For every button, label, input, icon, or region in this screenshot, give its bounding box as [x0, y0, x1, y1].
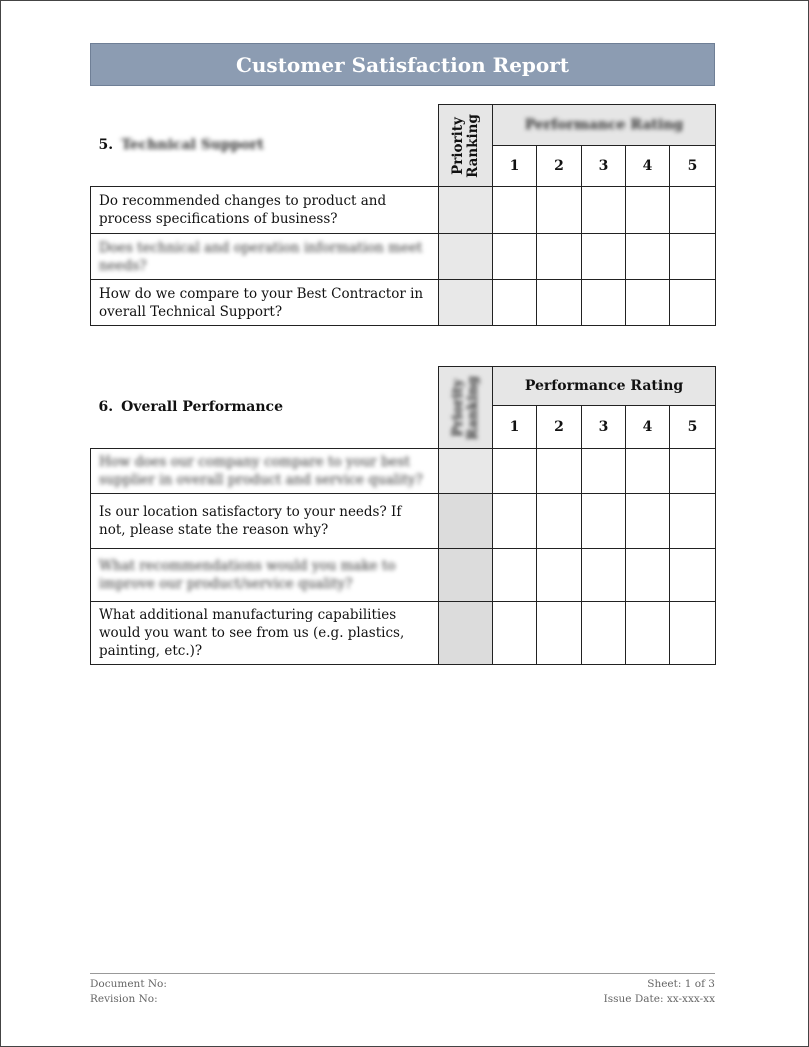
- survey-table: [90, 366, 716, 665]
- revision-no-label: Revision No:: [90, 993, 158, 1005]
- document-no-label: Document No:: [90, 978, 167, 990]
- rating-cell-4[interactable]: [626, 549, 670, 602]
- rating-cell-3[interactable]: [582, 187, 626, 234]
- question-text: Do recommended changes to product and process specifications of business?: [91, 187, 439, 234]
- rating-cell-2[interactable]: [537, 494, 582, 549]
- priority-cell[interactable]: [439, 449, 493, 494]
- sheet-label: Sheet: 1 of 3: [647, 978, 715, 990]
- rating-cell-1[interactable]: [493, 549, 537, 602]
- rating-cell-3[interactable]: [582, 549, 626, 602]
- question-text: How do we compare to your Best Contractor in overall Technical Support?: [91, 280, 439, 326]
- rating-2-header: 2: [537, 406, 582, 449]
- rating-cell-5[interactable]: [670, 187, 716, 234]
- rating-cell-4[interactable]: [626, 234, 670, 280]
- question-text-blurred: How does our company compare to your best supplier in overall product and service quality?: [99, 454, 423, 488]
- question-row: [91, 187, 716, 234]
- section-heading: [91, 367, 439, 449]
- rating-cell-4[interactable]: [626, 187, 670, 234]
- rating-cell-4[interactable]: [626, 449, 670, 494]
- rating-cell-1[interactable]: [493, 449, 537, 494]
- rating-cell-2[interactable]: [537, 602, 582, 665]
- performance-rating-header: [493, 105, 716, 146]
- rating-cell-1[interactable]: [493, 234, 537, 280]
- rating-cell-5[interactable]: [670, 234, 716, 280]
- section-number: 5.: [98, 137, 114, 154]
- rating-cell-3[interactable]: [582, 449, 626, 494]
- question-text-blurred: Does technical and operation information meet needs?: [99, 239, 423, 274]
- priority-ranking-header: [439, 367, 493, 449]
- rating-cell-1[interactable]: [493, 280, 537, 326]
- priority-cell[interactable]: [439, 280, 493, 326]
- rating-cell-3[interactable]: [582, 234, 626, 280]
- rating-cell-1[interactable]: [493, 187, 537, 234]
- question-row: [91, 549, 716, 602]
- priority-label-line2: Ranking: [464, 113, 481, 178]
- rating-cell-3[interactable]: [582, 494, 626, 549]
- question-row: [91, 494, 716, 549]
- section-title: Overall Performance: [121, 399, 283, 416]
- priority-cell[interactable]: [439, 234, 493, 280]
- rating-cell-5[interactable]: [670, 280, 716, 326]
- performance-rating-label: Performance Rating: [524, 117, 684, 133]
- priority-ranking-header: [439, 105, 493, 187]
- rating-cell-2[interactable]: [537, 280, 582, 326]
- rating-5-header: 5: [670, 146, 716, 187]
- section-title: Technical Support: [121, 137, 264, 154]
- priority-cell[interactable]: [439, 602, 493, 665]
- rating-cell-2[interactable]: [537, 549, 582, 602]
- rating-cell-4[interactable]: [626, 280, 670, 326]
- question-row: [91, 602, 716, 665]
- issue-date-label: Issue Date: xx-xxx-xx: [603, 993, 715, 1005]
- question-text: [91, 234, 439, 280]
- rating-3-header: 3: [582, 146, 626, 187]
- page-footer: [90, 973, 715, 1007]
- rating-cell-5[interactable]: [670, 494, 716, 549]
- rating-cell-5[interactable]: [670, 549, 716, 602]
- rating-cell-1[interactable]: [493, 494, 537, 549]
- priority-label-line2: Ranking: [464, 375, 481, 440]
- rating-4-header: 4: [626, 406, 670, 449]
- rating-cell-2[interactable]: [537, 234, 582, 280]
- rating-cell-4[interactable]: [626, 494, 670, 549]
- rating-cell-1[interactable]: [493, 602, 537, 665]
- priority-label-line1: Priority: [449, 116, 466, 175]
- rating-cell-5[interactable]: [670, 449, 716, 494]
- performance-rating-header: Performance Rating: [493, 367, 716, 406]
- report-title: Customer Satisfaction Report: [90, 43, 715, 86]
- rating-4-header: 4: [626, 146, 670, 187]
- question-text: [91, 549, 439, 602]
- question-text: Is our location satisfactory to your needs? If not, please state the reason why?: [91, 494, 439, 549]
- section-overall-performance: [90, 366, 715, 665]
- rating-cell-2[interactable]: [537, 187, 582, 234]
- question-row: [91, 280, 716, 326]
- rating-cell-2[interactable]: [537, 449, 582, 494]
- question-text: [91, 449, 439, 494]
- priority-cell[interactable]: [439, 494, 493, 549]
- rating-1-header: 1: [493, 406, 537, 449]
- question-row: [91, 234, 716, 280]
- section-technical-support: [90, 104, 715, 326]
- section-heading: [91, 105, 439, 187]
- rating-cell-3[interactable]: [582, 602, 626, 665]
- priority-cell[interactable]: [439, 187, 493, 234]
- rating-5-header: 5: [670, 406, 716, 449]
- rating-cell-3[interactable]: [582, 280, 626, 326]
- priority-cell[interactable]: [439, 549, 493, 602]
- rating-cell-5[interactable]: [670, 602, 716, 665]
- question-text: What additional manufacturing capabilities would you want to see from us (e.g. plastics, painting, etc.)?: [91, 602, 439, 665]
- section-number: 6.: [98, 399, 114, 416]
- rating-3-header: 3: [582, 406, 626, 449]
- survey-table: [90, 104, 716, 326]
- priority-label-line1: Priority: [449, 378, 466, 437]
- rating-2-header: 2: [537, 146, 582, 187]
- question-text-blurred: What recommendations would you make to improve our product/service quality?: [99, 558, 396, 592]
- question-row: [91, 449, 716, 494]
- rating-1-header: 1: [493, 146, 537, 187]
- rating-cell-4[interactable]: [626, 602, 670, 665]
